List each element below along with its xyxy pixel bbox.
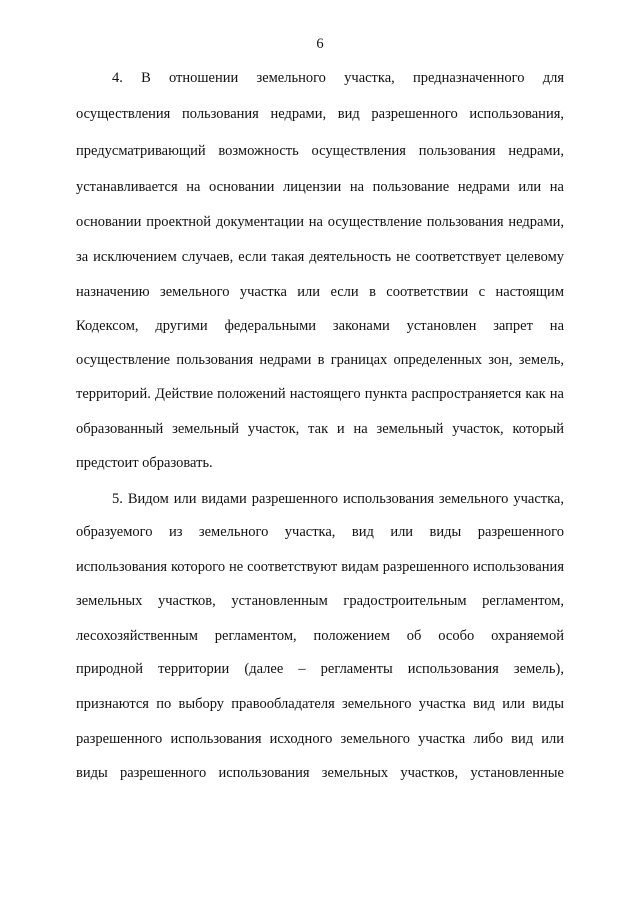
text-line: устанавливается на основании лицензии на пользование недрами или на <box>76 179 564 195</box>
text-line: Кодексом, другими федеральными законами установлен запрет на <box>76 318 564 334</box>
text-line: земельных участков, установленным градостроительным регламентом, <box>76 593 564 609</box>
text-line: природной территории (далее – регламенты использования земель), <box>76 661 564 677</box>
text-line: назначению земельного участка или если в соответствии с настоящим <box>76 284 564 300</box>
text-line: использования которого не соответствуют видам разрешенного использования <box>76 559 564 575</box>
text-line: образованный земельный участок, так и на земельный участок, который <box>76 421 564 437</box>
text-line: разрешенного использования исходного земельного участка либо вид или <box>76 731 564 747</box>
text-line: за исключением случаев, если такая деятельность не соответствует целевому <box>76 249 564 265</box>
text-line: 5. Видом или видами разрешенного использования земельного участка, <box>112 491 564 507</box>
text-line: признаются по выбору правообладателя земельного участка вид или виды <box>76 696 564 712</box>
text-line: 4. В отношении земельного участка, предназначенного для <box>112 70 564 86</box>
text-line: предусматривающий возможность осуществления пользования недрами, <box>76 143 564 159</box>
text-line: предстоит образовать. <box>76 455 213 471</box>
text-line: лесохозяйственным регламентом, положением об особо охраняемой <box>76 628 564 644</box>
page-number: 6 <box>316 36 324 52</box>
text-line: виды разрешенного использования земельных участков, установленные <box>76 765 564 781</box>
text-line: осуществления пользования недрами, вид разрешенного использования, <box>76 106 564 122</box>
text-line: основании проектной документации на осуществление пользования недрами, <box>76 214 564 230</box>
text-line: образуемого из земельного участка, вид или виды разрешенного <box>76 524 564 540</box>
text-line: осуществление пользования недрами в границах определенных зон, земель, <box>76 352 564 368</box>
text-line: территорий. Действие положений настоящего пункта распространяется как на <box>76 386 564 402</box>
